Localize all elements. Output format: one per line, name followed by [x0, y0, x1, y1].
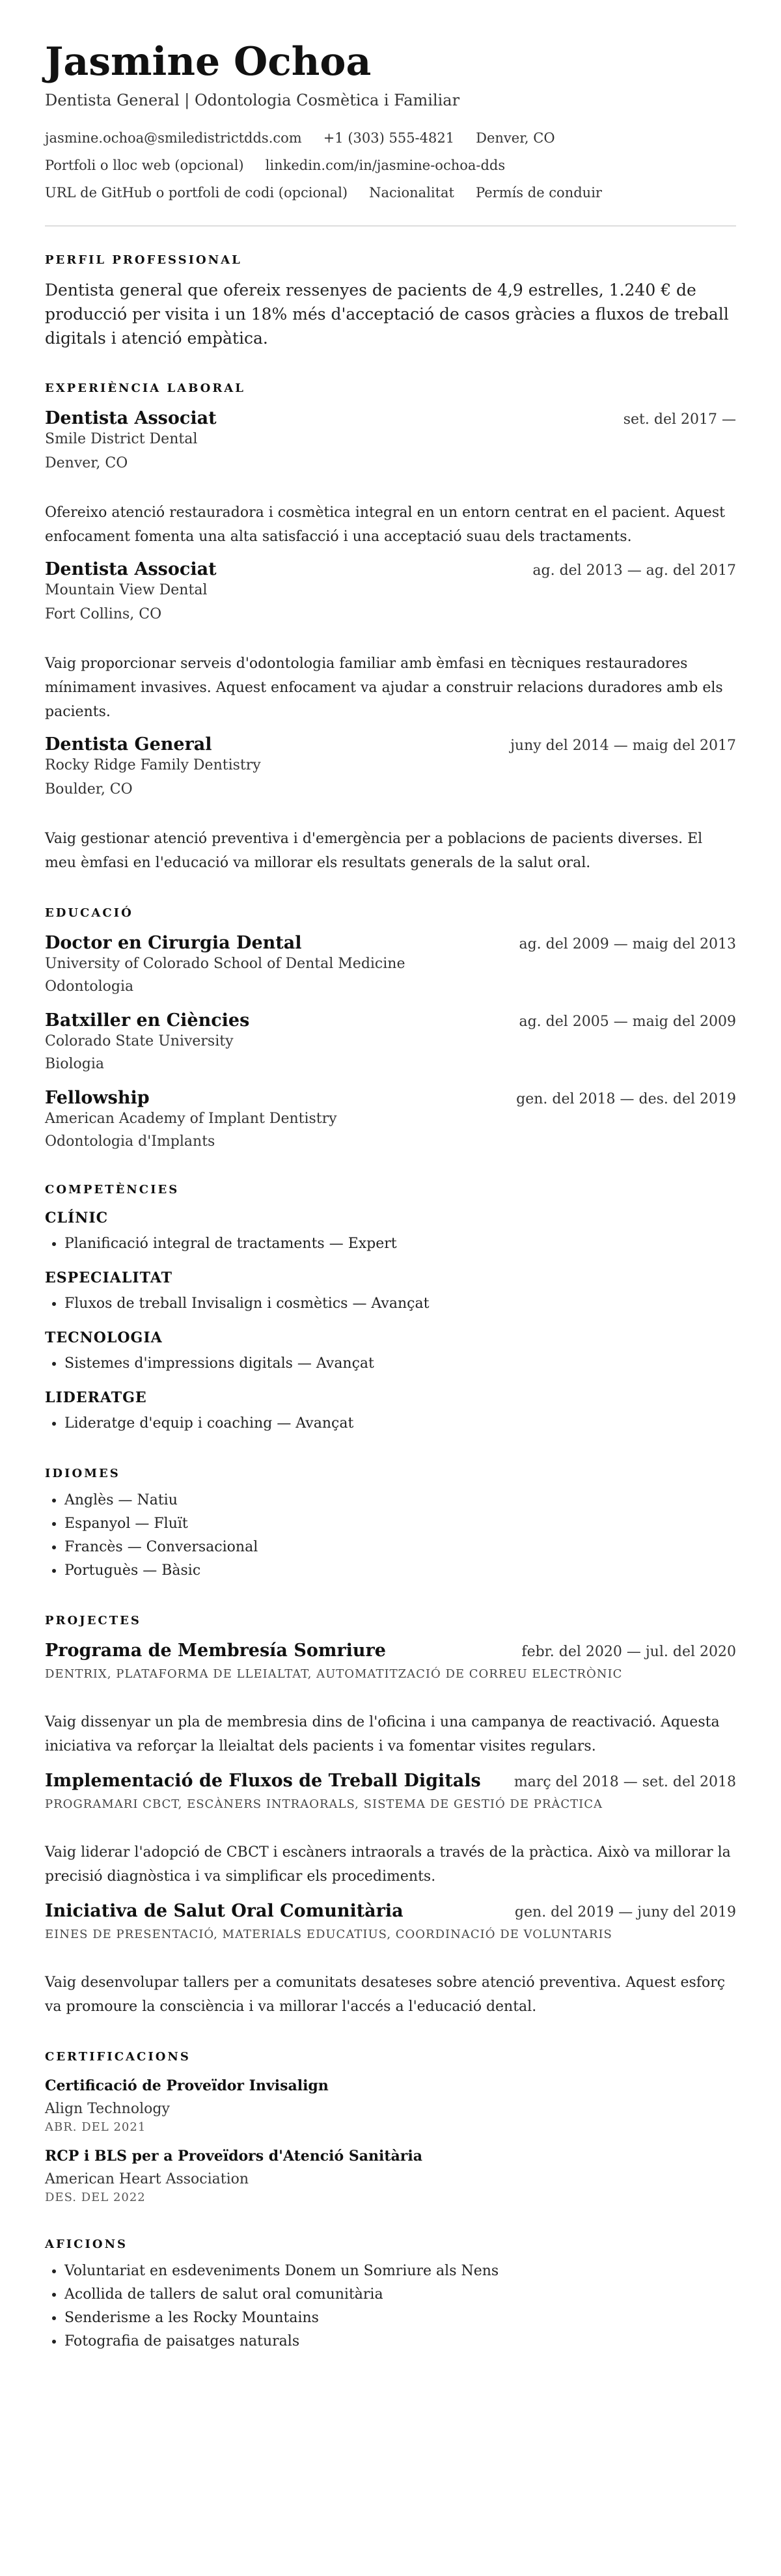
headline: Dentista General | Odontologia Cosmètica i Familiar: [45, 91, 460, 109]
experience-item: [45, 559, 736, 724]
skill-category: CLÍNIC: [45, 1210, 109, 1226]
skill-list: [45, 1232, 736, 1256]
summary-text: Dentista general que ofereix ressenyes de pacients de 4,9 estrelles, 1.240 € de producció per visita i un 18% més d'acceptació de casos gràcies a fluxos de treball digitals i atenció empàtica.: [45, 281, 729, 348]
job-title: Dentista General: [45, 734, 212, 755]
project-description: Vaig desenvolupar tallers per a comunitats desateses sobre atenció preventiva. Aquest esforç va promoure la consciència i va millorar l'accés a l'educació dental.: [45, 1974, 726, 2015]
job-description: Vaig proporcionar serveis d'odontologia familiar amb èmfasi en tècniques restauradores mínimament invasives. Aquest enfocament va ajudar a construir relacions duradores amb els pacients.: [45, 656, 723, 720]
contact-linkedin[interactable]: linkedin.com/in/jasmine-ochoa-dds: [265, 158, 506, 173]
experience-item: [45, 408, 736, 549]
experience-item: [45, 734, 736, 875]
certifications-heading: CERTIFICACIONS: [45, 2050, 191, 2064]
project-description: Vaig dissenyar un pla de membresia dins de l'oficina i una campanya de reactivació. Aquesta iniciativa va reforçar la lleialtat dels pacients i va fomentar visites regulars.: [45, 1714, 720, 1754]
project-item: [45, 1770, 736, 1889]
header-divider: [45, 225, 736, 227]
skill-item: • Planificació integral de tractaments — Expert: [64, 1232, 736, 1256]
interest-item: • Acollida de tallers de salut oral comunitària: [64, 2283, 736, 2306]
job-dates: juny del 2014 — maig del 2017: [510, 738, 736, 754]
project-description: Vaig liderar l'adopció de CBCT i escàners intraorals a través de la pràctica. Això va millorar la precisió diagnòstica i va simplificar els procediments.: [45, 1844, 731, 1885]
language-item: • Francès — Conversacional: [64, 1536, 736, 1559]
job-title: Dentista Associat: [45, 408, 217, 428]
contact-line: [45, 156, 736, 175]
project-item: [45, 1640, 736, 1758]
project-dates: gen. del 2019 — juny del 2019: [514, 1904, 736, 1920]
project-name: Iniciativa de Salut Oral Comunitària: [45, 1901, 404, 1921]
job-company: Mountain View Dental: [45, 582, 208, 598]
field-of-study: Odontologia d'Implants: [45, 1133, 215, 1150]
education-heading: EDUCACIÓ: [45, 906, 133, 920]
contact-github[interactable]: URL de GitHub o portfoli de codi (opcional): [45, 185, 348, 201]
school-name: Colorado State University: [45, 1033, 234, 1049]
education-item: [45, 932, 736, 997]
project-dates: març del 2018 — set. del 2018: [514, 1774, 736, 1790]
education-dates: gen. del 2018 — des. del 2019: [516, 1091, 736, 1107]
contact-location: Denver, CO: [476, 130, 555, 146]
skill-item: • Lideratge d'equip i coaching — Avançat: [64, 1412, 736, 1435]
skill-list: [45, 1352, 736, 1376]
project-dates: febr. del 2020 — jul. del 2020: [521, 1644, 736, 1660]
job-location: Boulder, CO: [45, 781, 133, 797]
experience-heading: EXPERIÈNCIA LABORAL: [45, 381, 245, 395]
job-location: Denver, CO: [45, 455, 128, 471]
field-of-study: Biologia: [45, 1056, 104, 1072]
degree-title: Batxiller en Ciències: [45, 1010, 250, 1031]
interest-item: • Fotografia de paisatges naturals: [64, 2330, 736, 2353]
language-item: • Portuguès — Bàsic: [64, 1559, 736, 1583]
summary-heading: PERFIL PROFESSIONAL: [45, 253, 242, 267]
certification-issuer: American Heart Association: [45, 2171, 249, 2187]
certification-item: [45, 2076, 736, 2136]
certification-date: ABR. DEL 2021: [45, 2120, 146, 2134]
school-name: University of Colorado School of Dental Medicine: [45, 956, 405, 972]
certification-date: DES. DEL 2022: [45, 2191, 146, 2204]
education-dates: ag. del 2005 — maig del 2009: [519, 1014, 736, 1030]
candidate-name: Jasmine Ochoa: [45, 39, 372, 85]
degree-title: Fellowship: [45, 1088, 150, 1108]
skill-category: TECNOLOGIA: [45, 1329, 163, 1346]
language-item: • Anglès — Natiu: [64, 1489, 736, 1512]
languages-heading: IDIOMES: [45, 1467, 120, 1480]
job-description: Ofereixo atenció restauradora i cosmètica integral en un entorn centrat en el pacient. Aquest enfocament fomenta una alta satisfacció i una acceptació suau dels tractaments.: [45, 505, 725, 545]
contact-email[interactable]: jasmine.ochoa@smiledistrictdds.com: [45, 130, 302, 146]
education-item: [45, 1087, 736, 1152]
certification-issuer: Align Technology: [45, 2101, 170, 2117]
skills-heading: COMPETÈNCIES: [45, 1183, 180, 1197]
education-dates: ag. del 2009 — maig del 2013: [519, 936, 736, 952]
job-dates: set. del 2017 —: [623, 411, 736, 428]
skill-category: ESPECIALITAT: [45, 1269, 173, 1286]
certification-item: [45, 2146, 736, 2206]
skill-item: • Fluxos de treball Invisalign i cosmètics — Avançat: [64, 1292, 736, 1316]
interest-item: • Senderisme a les Rocky Mountains: [64, 2306, 736, 2330]
education-item: [45, 1010, 736, 1074]
contact-line: [45, 183, 736, 202]
projects-heading: PROJECTES: [45, 1614, 141, 1627]
project-name: Implementació de Fluxos de Treball Digitals: [45, 1771, 481, 1791]
project-tech: EINES DE PRESENTACIÓ, MATERIALS EDUCATIUS, COORDINACIÓ DE VOLUNTARIS: [45, 1928, 612, 1941]
certification-name: RCP i BLS per a Proveïdors d'Atenció Sanitària: [45, 2148, 422, 2165]
project-item: [45, 1900, 736, 2019]
skill-list: [45, 1292, 736, 1316]
field-of-study: Odontologia: [45, 978, 134, 995]
language-list: [45, 1489, 736, 1583]
skill-item: • Sistemes d'impressions digitals — Avançat: [64, 1352, 736, 1376]
skill-list: [45, 1412, 736, 1435]
degree-title: Doctor en Cirurgia Dental: [45, 933, 302, 953]
job-company: Rocky Ridge Family Dentistry: [45, 757, 261, 773]
contact-portfolio[interactable]: Portfoli o lloc web (opcional): [45, 158, 244, 173]
job-location: Fort Collins, CO: [45, 606, 162, 622]
project-name: Programa de Membresía Somriure: [45, 1641, 386, 1661]
school-name: American Academy of Implant Dentistry: [45, 1111, 337, 1127]
interest-item: • Voluntariat en esdeveniments Donem un Somriure als Nens: [64, 2260, 736, 2283]
job-description: Vaig gestionar atenció preventiva i d'emergència per a poblacions de pacients diverses. El meu èmfasi en l'educació va millorar els resultats generals de la salut oral.: [45, 831, 703, 871]
skill-category: LIDERATGE: [45, 1389, 147, 1406]
project-tech: DENTRIX, PLATAFORMA DE LLEIALTAT, AUTOMATITZACIÓ DE CORREU ELECTRÒNIC: [45, 1667, 623, 1681]
contact-line: [45, 128, 736, 148]
interest-list: [45, 2260, 736, 2353]
project-tech: PROGRAMARI CBCT, ESCÀNERS INTRAORALS, SISTEMA DE GESTIÓ DE PRÀCTICA: [45, 1797, 603, 1811]
job-title: Dentista Associat: [45, 559, 217, 579]
job-company: Smile District Dental: [45, 431, 198, 447]
interests-heading: AFICIONS: [45, 2237, 128, 2251]
certification-name: Certificació de Proveïdor Invisalign: [45, 2077, 329, 2094]
contact-driving-license: Permís de conduir: [476, 185, 602, 201]
contact-nationality: Nacionalitat: [369, 185, 455, 201]
contact-phone[interactable]: +1 (303) 555-4821: [323, 130, 455, 146]
job-dates: ag. del 2013 — ag. del 2017: [532, 562, 736, 579]
language-item: • Espanyol — Fluït: [64, 1512, 736, 1536]
